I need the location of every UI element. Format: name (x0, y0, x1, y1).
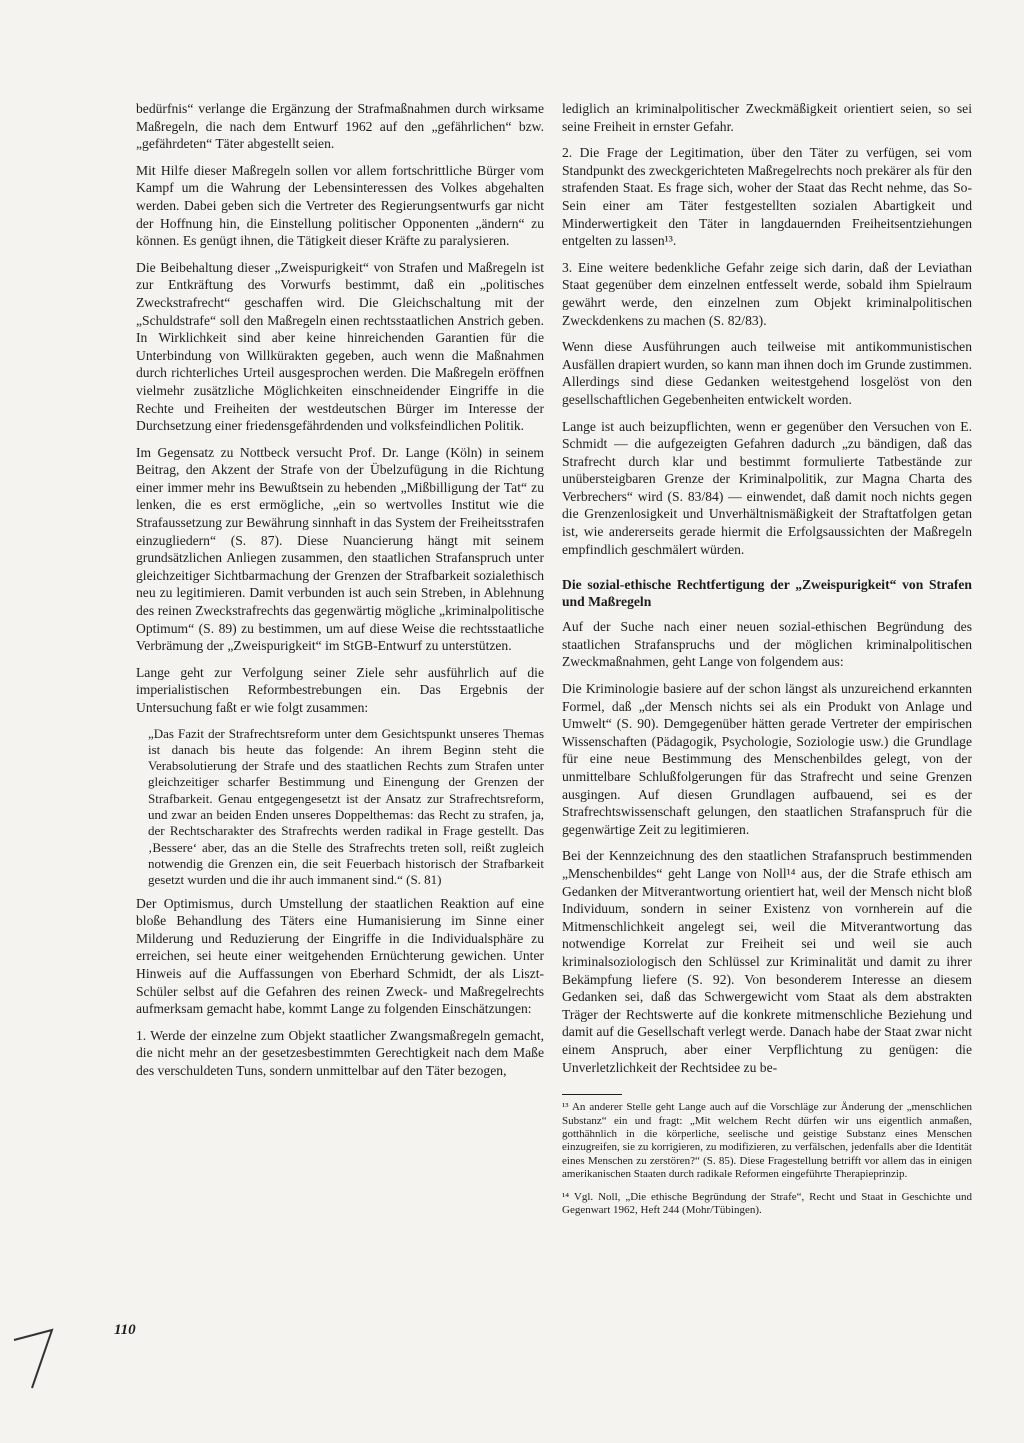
block-quote: „Das Fazit der Strafrechtsreform unter dem Gesichtspunkt unseres Themas ist danach bis heute das folgende: An ihrem Beginn steht die Verabsolutierung der Strafe und des staatlichen Rechts zum Strafen unter gleichzeitiger scharfer Bestimmung und Einengung der Grenzen der Strafbarkeit. Genau entgegengesetzt ist der Ansatz zur Strafrechtsreform, und zwar an beiden Enden unseres Doppelthemas: das Recht zu strafen, ja, der Rechtscharakter des Strafrechts werden radikal in Frage gestellt. Das ‚Bessere‘ aber, das an die Stelle des Strafrechts treten soll, reißt zugleich notwendig die Grenzen ein, die seit Feuerbach historisch der Strafbarkeit gesetzt wurden und die ihr auch immanent sind.“ (S. 81) (148, 725, 544, 888)
paragraph: Die Kriminologie basiere auf der schon längst als unzureichend erkannten Formel, daß „der Mensch nichts sei als ein Produkt von Anlage und Umwelt“ (S. 90). Demgegenüber hätten gerade Vertreter der empirischen Wissenschaften (Pädagogik, Psychologie, Soziologie usw.) die Grundlage für eine neue Bestimmung des Menschenbildes gelegt, von der unmittelbare Schlußfolgerungen für das Strafrecht und seine Grenzen ausgingen. Auf diesen Grundlagen aufbauend, sei es der Strafrechtswissenschaft gelungen, den staatlichen Strafanspruch für die gegenwärtige Zeit zu legitimieren. (562, 681, 972, 837)
paragraph: Im Gegensatz zu Nottbeck versucht Prof. Dr. Lange (Köln) in seinem Beitrag, den Akzent der Strafe von der Übelzufügung in die Richtung einer immer mehr ins Bewußtsein zu hebenden „Mißbilligung der Tat“ zu lenken, die es erst ermögliche, „ein so wertvolles Institut wie die Strafaussetzung zur Bewährung sinnhaft in das System der Freiheitsstrafen einzugliedern“ (S. 87). Diese Nuancierung hängt mit seinem grundsätzlichen Anliegen zusammen, den staatlichen Strafanspruch unter gleichzeitiger Sichtbarmachung der Grenzen der Strafbarkeit sozialethisch neu zu legitimieren. Damit verbunden ist auch sein Streben, in Ablehnung des reinen Zweckstrafrechts das gegenwärtig mögliche „kriminalpolitische Optimum“ (S. 89) zu bestimmen, um auf diese Weise die rechtsstaatliche Verbrämung der „Zweispurigkeit“ im StGB-Entwurf zu unterstützen. (136, 444, 544, 654)
footnote-divider (562, 1094, 622, 1095)
section-heading: Die sozial-ethische Rechtfertigung der „Zweispurigkeit“ von Strafen und Maßregeln (562, 577, 972, 610)
footnote-14: ¹⁴ Vgl. Noll, „Die ethische Begründung der Strafe“, Recht und Staat in Geschichte und Gegenwart 1962, Heft 244 (Mohr/Tübingen). (562, 1190, 972, 1216)
page-number: 110 (114, 1322, 136, 1338)
left-column (136, 100, 544, 1089)
margin-pencil-mark-icon (8, 1300, 58, 1390)
paragraph: Lange ist auch beizupflichten, wenn er gegenüber den Versuchen von E. Schmidt — die aufgezeigten Gefahren dadurch „zu bändigen, daß das Strafrecht durch klar und bestimmt formulierte Tatbestände zur unübersteigbaren Grenze der Kriminalpolitik, zur Magna Charta des Verbrechers“ wird (S. 83/84) — einwendet, daß damit noch nichts gegen die Grenzenlosigkeit und Unverhältnismäßigkeit der Straftatfolgen getan ist, wie andererseits gerade hiermit die Erfolgsaussichten der Maßregeln empfindlich geschmälert würden. (562, 418, 972, 557)
paragraph: lediglich an kriminalpolitischer Zweckmäßigkeit orientiert seien, so sei seine Freiheit in ernster Gefahr. (562, 101, 972, 134)
paragraph: 1. Werde der einzelne zum Objekt staatlicher Zwangsmaßregeln gemacht, die nicht mehr an der gesetzesbestimmten Gerechtigkeit nach dem Maße des verschuldeten Tuns, sondern unmittelbar auf den Täter bezogen, (136, 1027, 544, 1078)
paragraph: Lange geht zur Verfolgung seiner Ziele sehr ausführlich auf die imperialistischen Reformbestrebungen ein. Das Ergebnis der Untersuchung faßt er wie folgt zusammen: (136, 664, 544, 715)
paragraph: Die Beibehaltung dieser „Zweispurigkeit“ von Strafen und Maßregeln ist zur Entkräftung des Vorwurfs bestimmt, daß ein „politisches Zweckstrafrecht“ geschaffen wird. Die Gleichschaltung mit der „Schuldstrafe“ soll den Maßregeln einen rechtsstaatlichen Anstrich geben. In Wirklichkeit sind aber keine hinreichenden Garantien für die Unterbindung von Willkürakten gegeben, auch wenn die Maßnahmen durch richterliches Urteil ausgesprochen werden. Die Maßregeln eröffnen vielmehr zusätzliche Möglichkeiten einschneidender Eingriffe in die Rechte und Freiheiten der westdeutschen Bürger im Interesse der Durchsetzung einer friedensgefährdenden und volksfeindlichen Politik. (136, 259, 544, 434)
paragraph: bedürfnis“ verlange die Ergänzung der Strafmaßnahmen durch wirksame Maßregeln, die nach dem Entwurf 1962 auf den „gefährlichen“ bzw. „gefährdeten“ Täter abgestellt seien. (136, 101, 544, 152)
paragraph: Mit Hilfe dieser Maßregeln sollen vor allem fortschrittliche Bürger vom Kampf um die Wahrung der Lebensinteressen des Volkes abgehalten werden. Dabei geben sich die Vertreter des Regierungsentwurfs gar nicht der Hoffnung hin, die Einstellung politischer Opponenten „ändern“ zu können. Es genügt ihnen, die Tätigkeit dieser Kräfte zu paralysieren. (136, 162, 544, 249)
footnote-13: ¹³ An anderer Stelle geht Lange auch auf die Vorschläge zur Änderung der „menschlichen Substanz“ ein und fragt: „Mit welchem Recht dürfen wir uns eigentlich anmaßen, gotthähnlich in die körperliche, seelische und geistige Substanz eines Menschen einzugreifen, sie zu korrigieren, zu modifizieren, zu verfälschen, jedenfalls aber die Identität eines Menschen zu zerstören?“ (S. 85). Diese Fragestellung betrifft vor allem das in einigen amerikanischen Staaten durch radikale Reformen eingeführte Therapieprinzip. (562, 1101, 972, 1181)
paragraph: Der Optimismus, durch Umstellung der staatlichen Reaktion auf eine bloße Behandlung des Täters eine Humanisierung im Sinne einer Milderung und Reduzierung der Eingriffe in die Individualsphäre zu erreichen, sei heute einer weitgehenden Ernüchterung gewichen. Unter Hinweis auf die Auffassungen von Eberhard Schmidt, der als Liszt-Schüler selbst auf die Gefahren des reinen Zweck- und Maßregelrechts aufmerksam gemacht habe, kommt Lange zu folgenden Einschätzungen: (136, 895, 544, 1017)
paragraph: Bei der Kennzeichnung des den staatlichen Strafanspruch bestimmenden „Menschenbildes“ geht Lange von Noll¹⁴ aus, der die Strafe ethisch am Gedanken der Mitverantwortung orientiert hat, weil der Mensch nicht bloß Individuum, sondern in seiner Existenz von vornherein auf die Mitmenschlichkeit angelegt sei, weil die Mitverantwortung das notwendige Korrelat zur Freiheit sei und weil sie auch kriminalsoziologisch den Schlüssel zur Kriminalität und damit zu ihrer Bekämpfung liefere (S. 92). Von besonderem Interesse an diesem Gedanken sei, daß das Schwergewicht vom Staat als dem abstrakten Träger der Rechtswerte auf die konkrete mitmenschliche Beziehung und damit auf die Gesellschaft verlegt werde. Danach habe der Staat zwar nicht einem Anspruch, aber einer Verpflichtung zu genügen: die Unverletzlichkeit der Rechtsidee zu be- (562, 848, 972, 1075)
paragraph: 3. Eine weitere bedenkliche Gefahr zeige sich darin, daß der Leviathan Staat gegenüber dem einzelnen entfesselt werde, sobald ihm Spielraum gewährt werde, den einzelnen zum Objekt kriminalpolitischen Zweckdenkens zu machen (S. 82/83). (562, 259, 972, 328)
right-column (562, 100, 972, 1226)
paragraph: Auf der Suche nach einer neuen sozial-ethischen Begründung des staatlichen Strafanspruchs und der möglichen kriminalpolitischen Zweckmaßnahmen, geht Lange von folgendem aus: (562, 619, 972, 670)
paragraph: Wenn diese Ausführungen auch teilweise mit antikommunistischen Ausfällen drapiert wurden, so kann man ihnen doch im Grunde zustimmen. Allerdings sind diese Gedanken weitestgehend losgelöst von den gesellschaftlichen Gegebenheiten entwickelt worden. (562, 339, 972, 407)
paragraph: 2. Die Frage der Legitimation, über den Täter zu verfügen, sei vom Standpunkt des zweckgerichteten Maßregelrechts noch prekärer als für den strafenden Staat. Es frage sich, woher der Staat das Recht nehme, das So-Sein einer am Täter festgestellten sozialen Abartigkeit und Minderwertigkeit den Täter in langdauernden Freiheitsentziehungen entgelten zu lassen¹³. (562, 145, 972, 249)
